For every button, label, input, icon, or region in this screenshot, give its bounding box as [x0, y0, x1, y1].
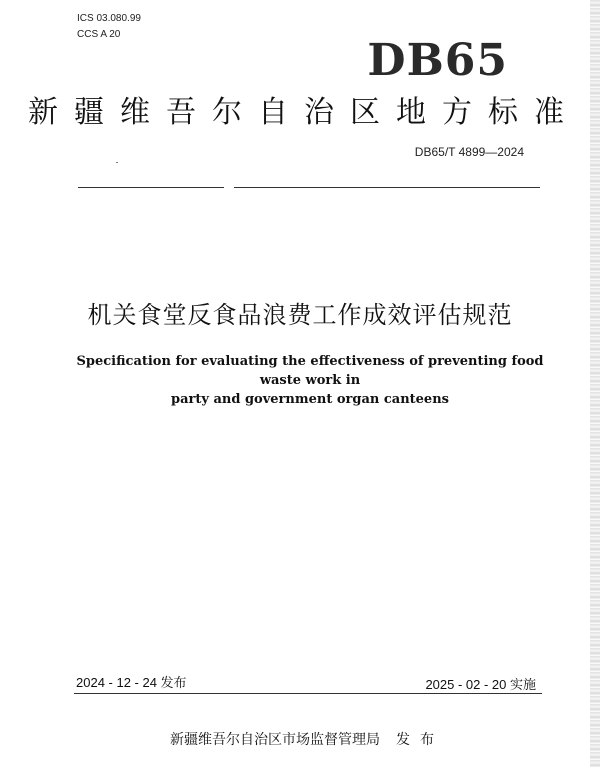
- scan-speck: [116, 162, 118, 163]
- standard-type-title: 新疆维吾尔自治区地方标准: [28, 95, 580, 130]
- standard-code: DB65/T 4899—2024: [414, 145, 524, 159]
- header-rule-right: [234, 187, 540, 188]
- implement-date: 2025 - 02 - 20 实施: [425, 677, 536, 692]
- document-title-zh: 机关食堂反食品浪费工作成效评估规范: [87, 301, 513, 329]
- document-title-en-line1: Specification for evaluating the effectiveness of preventing food waste work in: [76, 354, 544, 388]
- issue-date: 2024 - 12 - 24 发布: [76, 675, 187, 690]
- publish-word: 发布: [396, 732, 444, 748]
- header-rule-left: [78, 187, 224, 188]
- ccs-code: CCS A 20: [77, 29, 121, 40]
- db65-logo: DB65: [367, 35, 508, 86]
- footer-rule: [74, 693, 542, 694]
- scan-edge: [590, 0, 600, 767]
- document-title-en-line2: party and government organ canteens: [171, 392, 449, 407]
- ics-code: ICS 03.080.99: [77, 13, 141, 24]
- publisher-name: 新疆维吾尔自治区市场监督管理局: [170, 732, 380, 748]
- document-title-en: [70, 352, 550, 409]
